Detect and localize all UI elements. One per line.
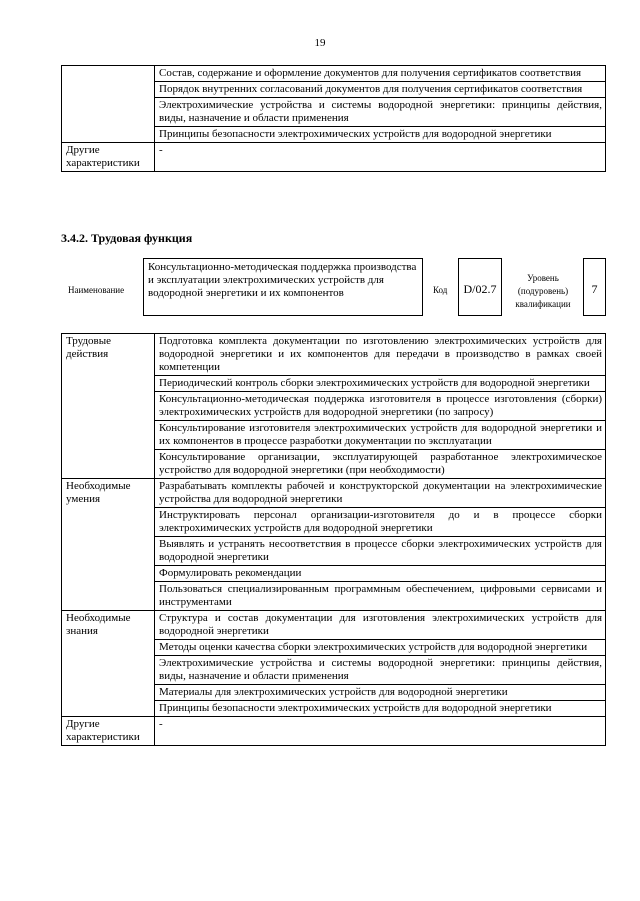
other-characteristics-value: - (155, 717, 606, 746)
knowledge-item: Состав, содержание и оформление документов для получения сертификатов соответствия (155, 66, 606, 82)
page-number: 19 (314, 37, 326, 49)
function-code: D/02.7 (458, 258, 502, 316)
code-label: Код (433, 285, 448, 295)
action-item: Подготовка комплекта документации по изготовлению электрохимических устройств для водородной энергетики и их компонентов для передачи в производство в рамках своей компетенции (155, 334, 606, 376)
skill-item: Выявлять и устранять несоответствия в процессе сборки электрохимических устройств для водородной энергетики (155, 537, 606, 566)
qualification-level: 7 (583, 258, 606, 316)
knowledge-item: Принципы безопасности электрохимических устройств для водородной энергетики (155, 701, 606, 717)
continued-label-cell (62, 66, 155, 143)
skill-item: Разрабатывать комплекты рабочей и конструкторской документации на электрохимические устройства для водородной энергетики (155, 479, 606, 508)
knowledge-item: Принципы безопасности электрохимических устройств для водородной энергетики (155, 127, 606, 143)
knowledge-item: Электрохимические устройства и системы водородной энергетики: принципы действия, виды, назначение и области применения (155, 98, 606, 127)
actions-label: Трудовые действия (62, 334, 155, 479)
function-header (61, 258, 606, 320)
skill-item: Формулировать рекомендации (155, 566, 606, 582)
knowledge-item: Электрохимические устройства и системы водородной энергетики: принципы действия, виды, назначение и области применения (155, 656, 606, 685)
skill-item: Пользоваться специализированным программным обеспечением, цифровыми сервисами и инструментами (155, 582, 606, 611)
skills-label: Необходимые умения (62, 479, 155, 611)
other-characteristics-label: Другие характеристики (62, 143, 155, 172)
section-title: 3.4.2. Трудовая функция (61, 231, 193, 245)
knowledge-item: Методы оценки качества сборки электрохимических устройств для водородной энергетики (155, 640, 606, 656)
function-name: Консультационно-методическая поддержка производства и эксплуатации электрохимических устройств для водородной энергетики и их компонентов (143, 258, 423, 316)
other-characteristics-label: Другие характеристики (62, 717, 155, 746)
knowledge-label: Необходимые знания (62, 611, 155, 717)
knowledge-item: Материалы для электрохимических устройств для водородной энергетики (155, 685, 606, 701)
skill-item: Инструктировать персонал организации-изготовителя до и в процессе сборки электрохимических устройств для водородной энергетики (155, 508, 606, 537)
function-table (61, 333, 606, 746)
name-label: Наименование (68, 285, 125, 295)
other-characteristics-value: - (155, 143, 606, 172)
action-item: Консультирование изготовителя электрохимических устройств для водородной энергетики и их компонентов в процессе разработки документации по эксплуатации (155, 421, 606, 450)
knowledge-item: Структура и состав документации для изготовления электрохимических устройств для водородной энергетики (155, 611, 606, 640)
top-table (61, 65, 606, 172)
action-item: Консультирование организации, эксплуатирующей разработанное электрохимическое устройство для водородной энергетики (при необходимости) (155, 450, 606, 479)
action-item: Периодический контроль сборки электрохимических устройств для водородной энергетики (155, 376, 606, 392)
action-item: Консультационно-методическая поддержка изготовителя в процессе изготовления (сборки) электрохимических устройств для водородной энергетики (по запросу) (155, 392, 606, 421)
knowledge-item: Порядок внутренних согласований документов для получения сертификатов соответствия (155, 82, 606, 98)
level-label: Уровень (подуровень) квалификации (515, 273, 571, 309)
